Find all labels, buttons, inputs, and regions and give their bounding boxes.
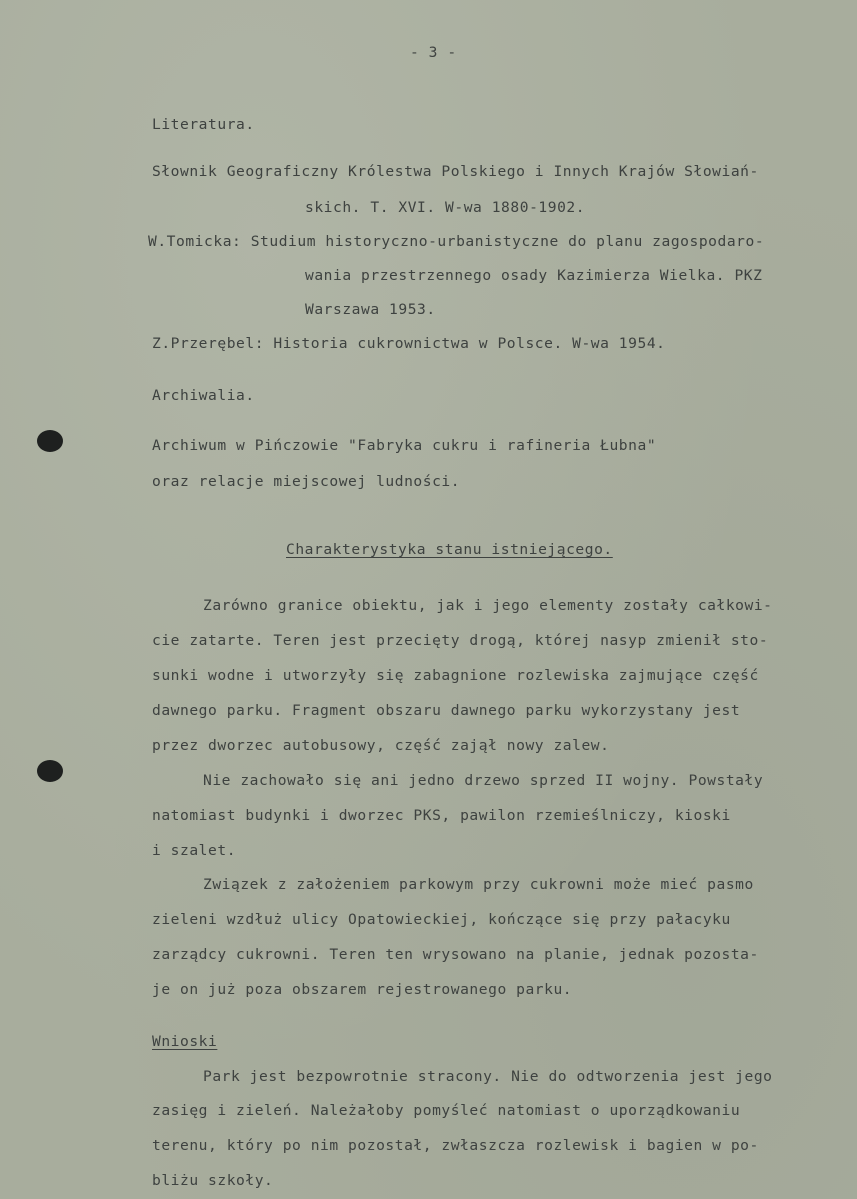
literature-heading: Literatura.: [152, 116, 255, 133]
page-number: - 3 -: [410, 44, 457, 61]
characteristics-p1-line-1: Zarówno granice obiektu, jak i jego elementy zostały całkowi-: [203, 597, 773, 614]
characteristics-p2-line-3: i szalet.: [152, 842, 237, 859]
conclusions-line-1: Park jest bezpowrotnie stracony. Nie do odtworzenia jest jego: [203, 1068, 773, 1085]
characteristics-p2-line-1: Nie zachowało się ani jedno drzewo sprzed II wojny. Powstały: [203, 772, 764, 789]
characteristics-p1-line-5: przez dworzec autobusowy, część zajął nowy zalew.: [152, 737, 610, 754]
characteristics-heading: Charakterystyka stanu istniejącego.: [286, 541, 613, 558]
literature-entry-1-line-2: skich. T. XVI. W-wa 1880-1902.: [305, 199, 586, 216]
characteristics-p1-line-4: dawnego parku. Fragment obszaru dawnego parku wykorzystany jest: [152, 702, 741, 719]
characteristics-p3-line-2: zieleni wzdłuż ulicy Opatowieckiej, kończące się przy pałacyku: [152, 911, 731, 928]
conclusions-line-3: terenu, który po nim pozostał, zwłaszcza rozlewisk i bagien w po-: [152, 1137, 759, 1154]
characteristics-p3-line-4: je on już poza obszarem rejestrowanego parku.: [152, 981, 573, 998]
conclusions-heading: Wnioski: [152, 1033, 218, 1050]
characteristics-p2-line-2: natomiast budynki i dworzec PKS, pawilon rzemieślniczy, kioski: [152, 807, 731, 824]
literature-entry-2-line-3: Warszawa 1953.: [305, 301, 436, 318]
literature-entry-2-line-2: wania przestrzennego osady Kazimierza Wielka. PKZ: [305, 267, 763, 284]
literature-entry-1-line-1: Słownik Geograficzny Królestwa Polskiego i Innych Krajów Słowiań-: [152, 163, 759, 180]
conclusions-line-2: zasięg i zieleń. Należałoby pomyśleć natomiast o uporządkowaniu: [152, 1102, 741, 1119]
punch-hole-upper: [37, 430, 63, 452]
characteristics-p3-line-3: zarządcy cukrowni. Teren ten wrysowano na planie, jednak pozosta-: [152, 946, 759, 963]
archives-heading: Archiwalia.: [152, 387, 255, 404]
archives-line-2: oraz relacje miejscowej ludności.: [152, 473, 461, 490]
characteristics-p1-line-2: cie zatarte. Teren jest przecięty drogą, której nasyp zmienił sto-: [152, 632, 769, 649]
characteristics-p3-line-1: Związek z założeniem parkowym przy cukrowni może mieć pasmo: [203, 876, 754, 893]
literature-entry-2-line-1: W.Tomicka: Studium historyczno-urbanistyczne do planu zagospodaro-: [148, 233, 765, 250]
archives-line-1: Archiwum w Pińczowie "Fabryka cukru i rafineria Łubna": [152, 437, 657, 454]
punch-hole-lower: [37, 760, 63, 782]
conclusions-line-4: bliżu szkoły.: [152, 1172, 274, 1189]
literature-entry-3-line-1: Z.Przerębel: Historia cukrownictwa w Polsce. W-wa 1954.: [152, 335, 666, 352]
characteristics-p1-line-3: sunki wodne i utworzyły się zabagnione rozlewiska zajmujące część: [152, 667, 759, 684]
